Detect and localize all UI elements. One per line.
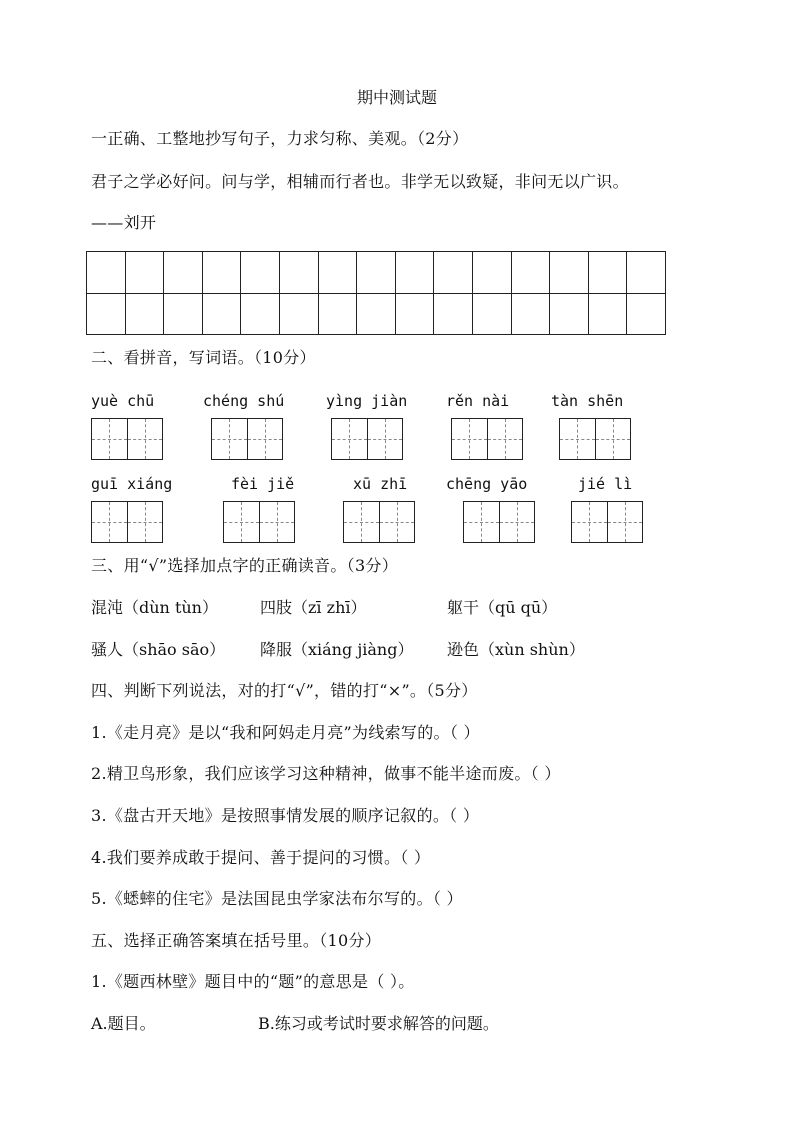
judge-item: 5.《蟋蟀的住宅》是法国昆虫学家法布尔写的。（ ） bbox=[91, 889, 463, 908]
tianzige-box[interactable] bbox=[91, 501, 163, 543]
choice-question: 1.《题西林壁》题目中的“题”的意思是（ ）。 bbox=[91, 972, 415, 991]
pinyin-label: chēng yāo bbox=[446, 475, 528, 493]
choice-option-a[interactable]: A.题目。 bbox=[91, 1014, 156, 1033]
pinyin-label: jié lì bbox=[578, 475, 633, 493]
pinyin-label: xū zhī bbox=[353, 475, 408, 493]
judge-item: 3.《盘古开天地》是按照事情发展的顺序记叙的。（ ） bbox=[91, 806, 480, 825]
pinyin-label: tàn shēn bbox=[551, 392, 624, 410]
tianzige-box[interactable] bbox=[91, 418, 163, 460]
tianzige-box[interactable] bbox=[571, 501, 643, 543]
section2-heading: 二、看拼音，写词语。（10分） bbox=[91, 348, 316, 367]
tianzige-box[interactable] bbox=[559, 418, 631, 460]
copy-sentence: 君子之学必好问。问与学，相辅而行者也。非学无以致疑，非问无以广识。 bbox=[91, 172, 629, 191]
pinyin-label: fèi jiě bbox=[231, 475, 295, 493]
reading-choice[interactable]: 逊色（xùn shùn） bbox=[447, 640, 585, 659]
reading-choice[interactable]: 降服（xiáng jiàng） bbox=[260, 640, 414, 659]
pinyin-label: yìng jiàn bbox=[326, 392, 408, 410]
reading-choice[interactable]: 四肢（zī zhī） bbox=[260, 598, 367, 617]
pinyin-label: chéng shú bbox=[203, 392, 285, 410]
tianzige-box[interactable] bbox=[331, 418, 403, 460]
tianzige-box[interactable] bbox=[211, 418, 283, 460]
tianzige-box[interactable] bbox=[451, 418, 523, 460]
judge-item: 1.《走月亮》是以“我和阿妈走月亮”为线索写的。（ ） bbox=[91, 723, 480, 742]
reading-choice[interactable]: 骚人（shāo sāo） bbox=[91, 640, 226, 659]
tianzige-box[interactable] bbox=[463, 501, 535, 543]
reading-choice[interactable]: 躯干（qū qū） bbox=[447, 598, 558, 617]
choice-option-b[interactable]: B.练习或考试时要求解答的问题。 bbox=[258, 1014, 499, 1033]
judge-item: 2.精卫鸟形象，我们应该学习这种精神，做事不能半途而废。（ ） bbox=[91, 764, 561, 783]
tianzige-box[interactable] bbox=[343, 501, 415, 543]
tianzige-box[interactable] bbox=[223, 501, 295, 543]
judge-item: 4.我们要养成敢于提问、善于提问的习惯。（ ） bbox=[91, 848, 431, 867]
pinyin-label: yuè chū bbox=[91, 392, 155, 410]
pinyin-label: rěn nài bbox=[446, 392, 510, 410]
copy-author: ——刘开 bbox=[91, 213, 157, 232]
reading-choice[interactable]: 混沌（dùn tùn） bbox=[91, 598, 218, 617]
section1-heading: 一正确、工整地抄写句子，力求匀称、美观。（2分） bbox=[91, 129, 469, 148]
copy-writing-grid[interactable] bbox=[86, 251, 666, 335]
section4-heading: 四、判断下列说法，对的打“√”，错的打“×”。（5分） bbox=[91, 681, 478, 700]
section3-heading: 三、用“√”选择加点字的正确读音。（3分） bbox=[91, 556, 399, 575]
page-title: 期中测试题 bbox=[356, 88, 437, 107]
section5-heading: 五、选择正确答案填在括号里。（10分） bbox=[91, 931, 382, 950]
pinyin-label: guī xiáng bbox=[91, 475, 173, 493]
